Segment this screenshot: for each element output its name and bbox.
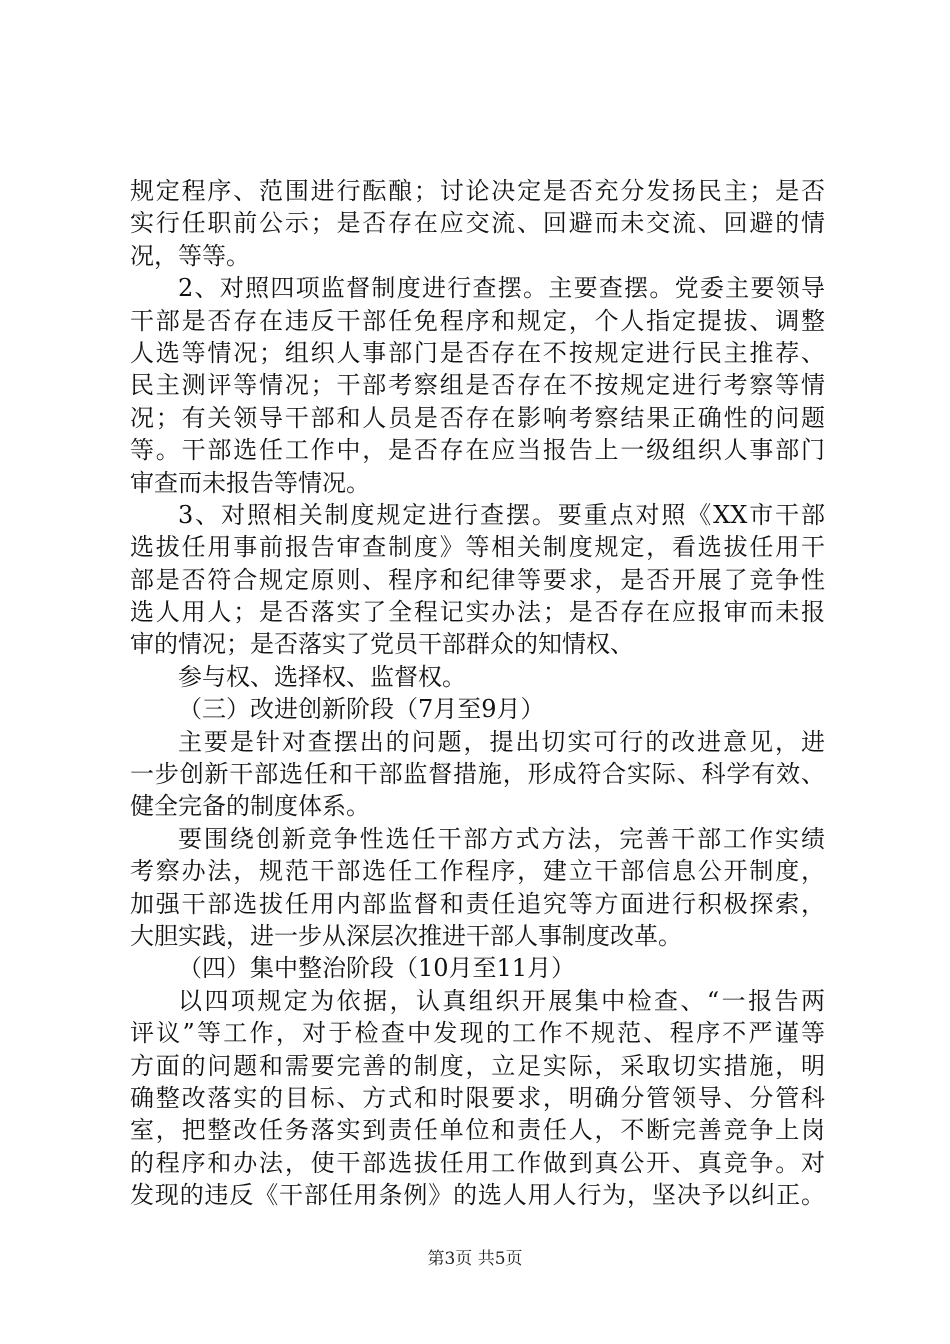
text-line: 3、对照相关制度规定进行查摆。要重点对照《XX市干部	[178, 500, 825, 529]
text-line: 审查而未报告等情况。	[130, 468, 370, 497]
text-line: 大胆实践，进一步从深层次推进干部人事制度改革。	[130, 921, 682, 950]
text-line: 加强干部选拔任用内部监督和责任追究等方面进行积极探索，	[130, 889, 825, 918]
text-line: 况；有关领导干部和人员是否存在影响考察结果正确性的问题	[130, 403, 825, 432]
document-body	[130, 175, 825, 1212]
text-line: 以四项规定为依据，认真组织开展集中检查、“一报告两	[178, 986, 825, 1015]
text-line: 规定程序、范围进行酝酿；讨论决定是否充分发扬民主；是否	[130, 177, 825, 205]
text-line: 要围绕创新竞争性选任干部方式方法，完善干部工作实绩	[178, 824, 825, 853]
text-line: 选拔任用事前报告审查制度》等相关制度规定，看选拔任用干	[130, 533, 825, 562]
text-line: 评议”等工作，对于检查中发现的工作不规范、程序不严谨等	[130, 1019, 825, 1048]
text-line: 部是否符合规定原则、程序和纪律等要求，是否开展了竞争性	[130, 565, 825, 594]
text-line: 确整改落实的目标、方式和时限要求，明确分管领导、分管科	[130, 1083, 825, 1112]
section-heading: （四）集中整治阶段（10月至11月）	[178, 954, 576, 983]
text-line: 2、对照四项监督制度进行查摆。主要查摆。党委主要领导	[178, 274, 825, 303]
text-line: 一步创新干部选任和干部监督措施，形成符合实际、科学有效、	[130, 760, 825, 789]
text-line: 实行任职前公示；是否存在应交流、回避而未交流、回避的情	[130, 209, 825, 238]
text-line: 的程序和办法，使干部选拔任用工作做到真公开、真竞争。对	[130, 1148, 825, 1177]
text-line: 民主测评等情况；干部考察组是否存在不按规定进行考察等情	[130, 371, 825, 400]
text-line: 选人用人；是否落实了全程记实办法；是否存在应报审而未报	[130, 598, 825, 627]
text-line: 考察办法，规范干部选任工作程序，建立干部信息公开制度，	[130, 857, 825, 886]
text-line: 况，等等。	[130, 241, 250, 270]
section-heading: （三）改进创新阶段（7月至9月）	[178, 695, 545, 724]
text-line: 健全完备的制度体系。	[130, 792, 370, 821]
text-line: 人选等情况；组织人事部门是否存在不按规定进行民主推荐、	[130, 338, 825, 367]
text-line: 干部是否存在违反干部任免程序和规定，个人指定提拔、调整	[130, 306, 825, 335]
text-line: 发现的违反《干部任用条例》的选人用人行为，坚决予以纠正。	[130, 1181, 825, 1210]
text-line: 等。干部选任工作中，是否存在应当报告上一级组织人事部门	[130, 436, 825, 465]
text-line: 室，把整改任务落实到责任单位和责任人，不断完善竞争上岗	[130, 1116, 825, 1145]
text-line: 参与权、选择权、监督权。	[178, 662, 466, 691]
text-line: 主要是针对查摆出的问题，提出切实可行的改进意见，进	[178, 727, 825, 756]
page-number: 第3页 共5页	[427, 1249, 523, 1269]
text-line: 审的情况；是否落实了党员干部群众的知情权、	[130, 630, 634, 659]
page-footer	[0, 1244, 950, 1269]
text-line: 方面的问题和需要完善的制度，立足实际，采取切实措施，明	[130, 1051, 825, 1080]
